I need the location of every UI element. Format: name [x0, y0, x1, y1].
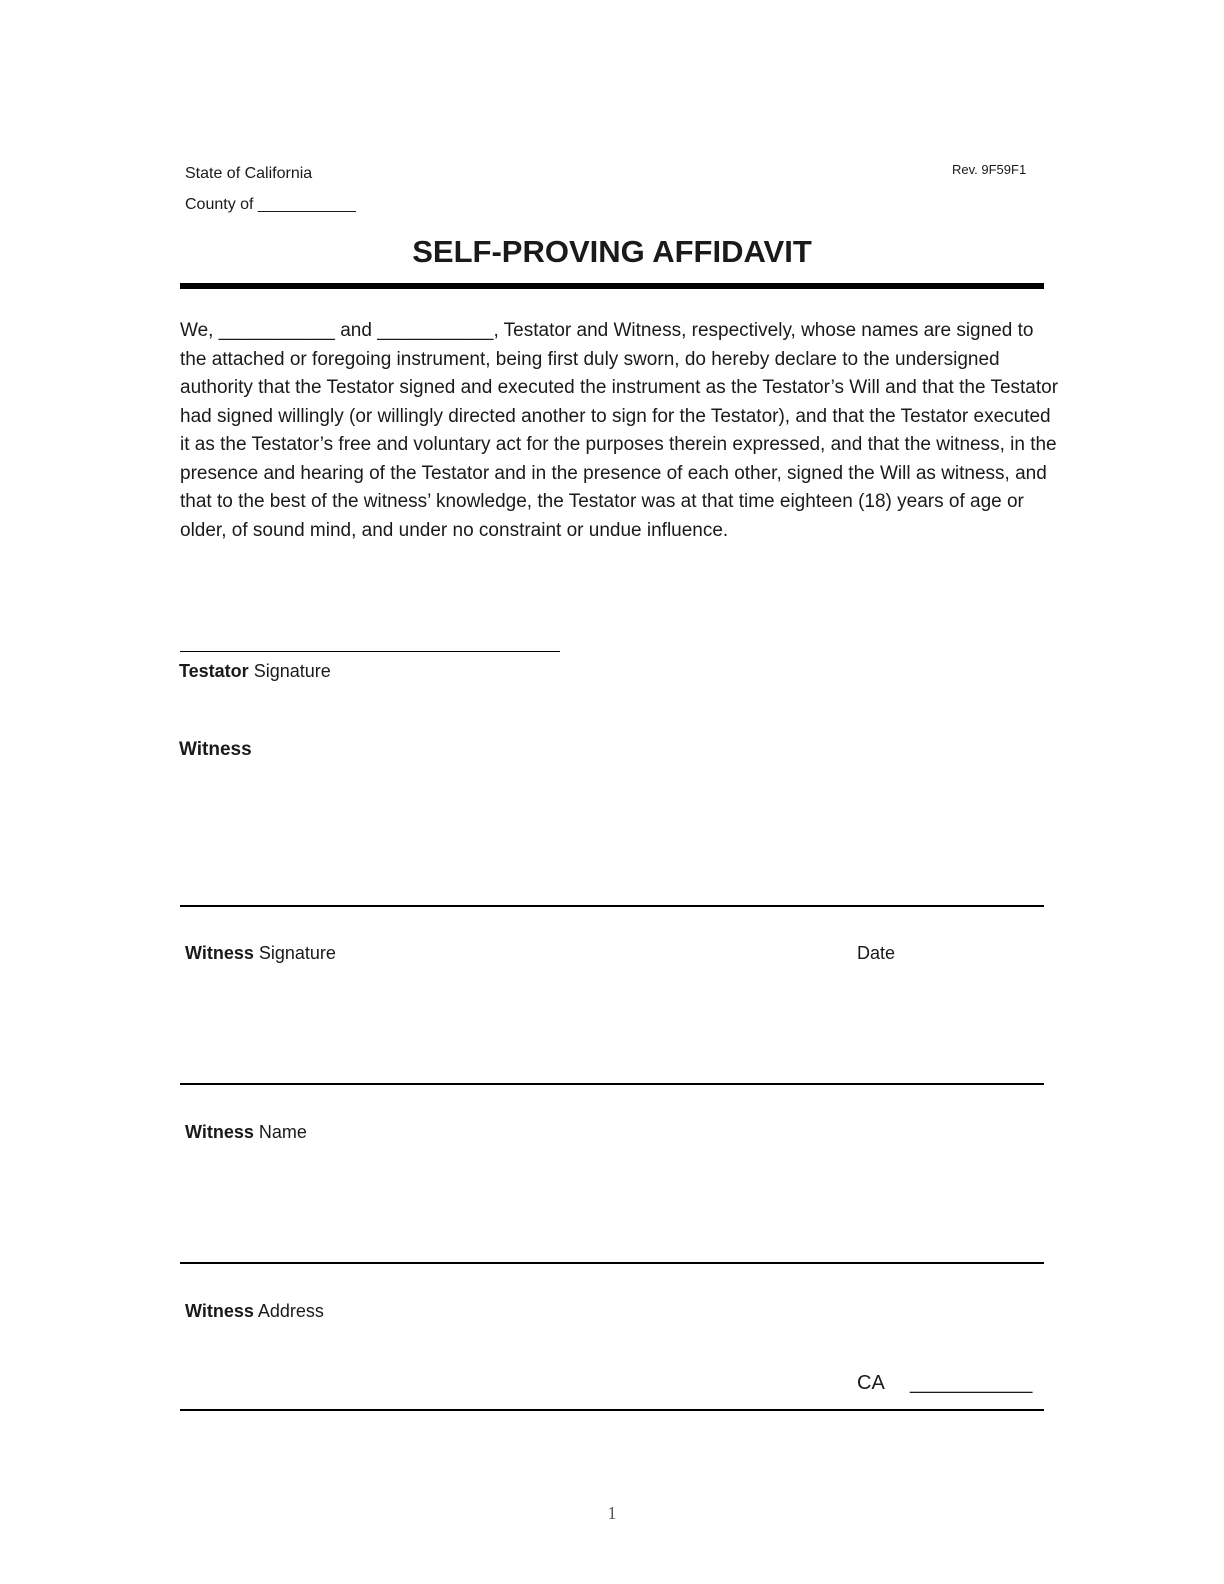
- page-number: 1: [607, 1503, 617, 1523]
- state-abbreviation: CA: [857, 1372, 885, 1394]
- witness-address-label-rest: Address: [257, 1301, 324, 1321]
- witness-name-line[interactable]: [180, 1083, 1044, 1085]
- date-label: Date: [857, 943, 896, 963]
- witness-signature-label: [185, 942, 336, 964]
- witness-signature-label-rest: Signature: [258, 943, 336, 963]
- witness-address-label: [185, 1300, 324, 1322]
- witness-address-label-bold: Witness: [185, 1301, 254, 1321]
- witness-name-label: [185, 1121, 307, 1143]
- title-divider: [180, 283, 1044, 289]
- county-line: [185, 195, 356, 215]
- witness-heading: Witness: [179, 739, 252, 760]
- testator-label-rest: Signature: [253, 661, 331, 681]
- witness-name-label-rest: Name: [258, 1122, 307, 1142]
- testator-label-bold: Testator: [179, 661, 249, 681]
- revision-code: Rev. 9F59F1: [952, 162, 1027, 177]
- zip-blank[interactable]: ___________: [910, 1372, 1033, 1394]
- witness-address-line[interactable]: [180, 1409, 1044, 1411]
- county-label: County of: [185, 196, 254, 213]
- affidavit-paragraph: We, ___________ and ___________, Testator and Witness, respectively, whose names are signed to the attached or foregoing instrument, being first duly sworn, do hereby declare to the undersigned authority that the Testator signed and executed the instrument as the Testator’s Will and that the Testator had signed willingly (or willingly directed another to sign for the Testator), and that the Testator executed it as the Testator’s free and voluntary act for the purposes therein expressed, and that the witness, in the presence and hearing of the Testator and in the presence of each other, signed the Will as witness, and that to the best of the witness’ knowledge, the Testator was at that time eighteen (18) years of age or older, of sound mind, and under no constraint or undue influence.: [180, 320, 1059, 541]
- witness-signature-line[interactable]: [180, 905, 1044, 907]
- document-title: SELF-PROVING AFFIDAVIT: [412, 234, 812, 269]
- county-blank[interactable]: ___________: [257, 196, 356, 213]
- witness-name-label-bold: Witness: [185, 1122, 254, 1142]
- state-label: State of California: [185, 165, 313, 182]
- witness-name-bottom-line[interactable]: [180, 1262, 1044, 1264]
- testator-signature-label: [179, 660, 331, 682]
- witness-signature-label-bold: Witness: [185, 943, 254, 963]
- testator-signature-line[interactable]: [180, 651, 560, 652]
